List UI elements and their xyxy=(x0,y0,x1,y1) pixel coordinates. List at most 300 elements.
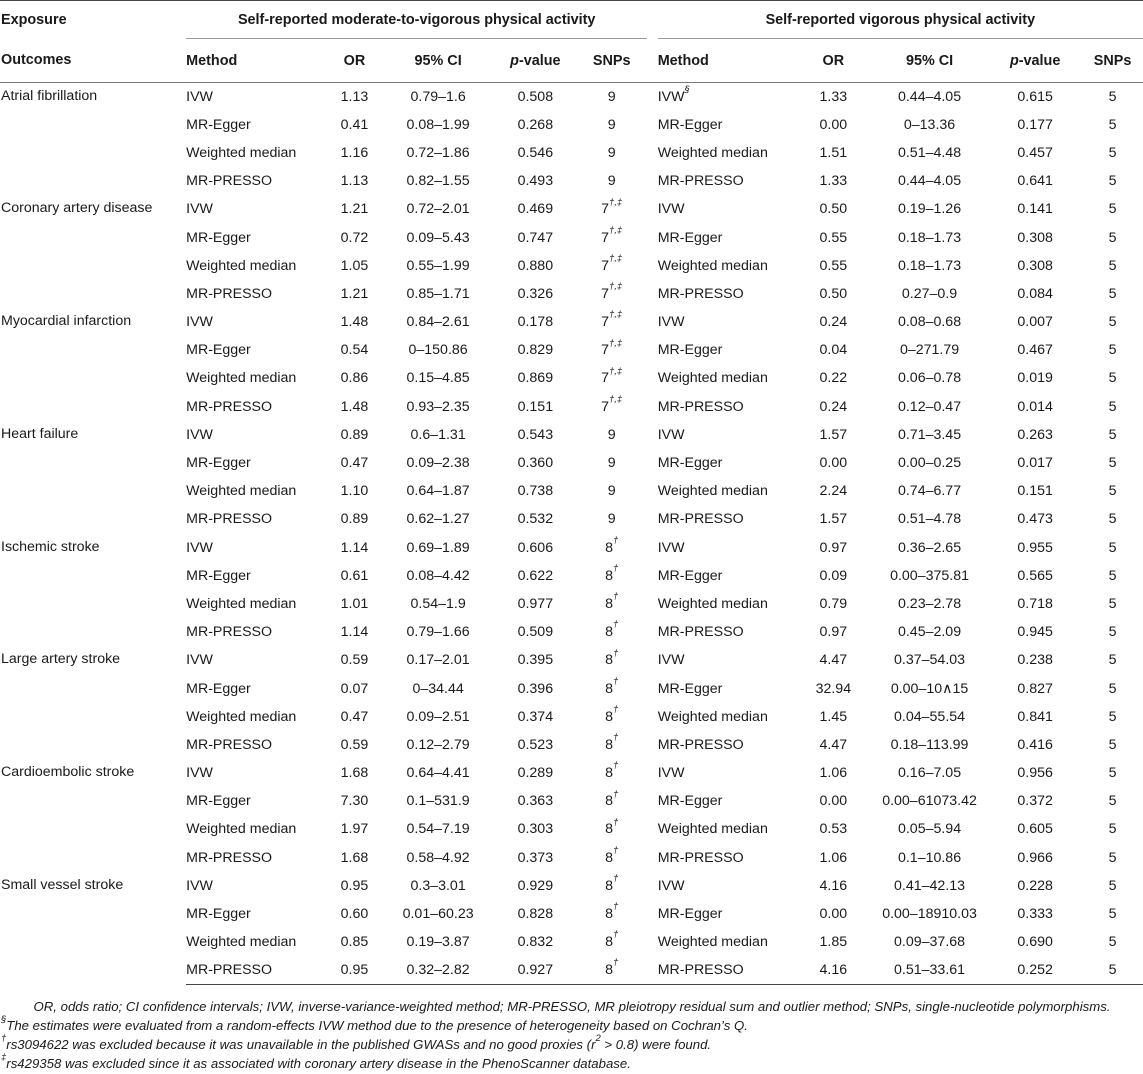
or-1-cell: 1.68 xyxy=(340,765,369,782)
outcome-label: Coronary artery disease xyxy=(1,200,153,217)
method-1-cell: Weighted median xyxy=(186,595,297,612)
pvalue-2-cell: 0.473 xyxy=(1017,511,1053,528)
pvalue-2-cell: 0.333 xyxy=(1017,906,1053,923)
group-gap xyxy=(647,195,657,223)
snps-1-cell: 8† xyxy=(605,788,619,810)
outcome-label: Cardioembolic stroke xyxy=(1,764,135,780)
or-2-cell: 0.00 xyxy=(819,793,848,810)
pvalue-2-cell: 0.151 xyxy=(1017,483,1053,500)
group-gap xyxy=(647,872,657,900)
group-gap xyxy=(647,449,657,477)
ci-1-cell: 0.6–1.31 xyxy=(410,426,466,443)
or-1-cell: 0.60 xyxy=(340,906,369,923)
method-1-cell: Weighted median xyxy=(186,821,297,838)
or-2-cell: 1.45 xyxy=(819,708,848,725)
pvalue-2-cell: 0.308 xyxy=(1017,257,1053,274)
or-2-cell: 1.57 xyxy=(819,426,848,443)
ci-1-cell: 0.85–1.71 xyxy=(406,285,470,302)
or-1-cell: 1.48 xyxy=(340,314,369,331)
or-1-cell: 1.14 xyxy=(340,539,369,556)
pvalue-2-cell: 0.228 xyxy=(1017,877,1053,894)
group-gap xyxy=(647,505,657,533)
method-2-cell: MR-Egger xyxy=(657,342,723,359)
ci-2-cell: 0.00–0.25 xyxy=(897,455,962,472)
pvalue-2-cell: 0.841 xyxy=(1017,708,1053,725)
pvalue-1-cell: 0.289 xyxy=(517,765,554,782)
or-1-cell: 0.54 xyxy=(340,342,369,359)
pvalue-1-cell: 0.268 xyxy=(517,116,554,133)
group-gap xyxy=(647,364,657,392)
snps-1-cell: 8† xyxy=(576,956,647,984)
or-2-cell: 4.16 xyxy=(796,956,871,984)
group-gap xyxy=(647,252,657,280)
snps-2-cell: 5 xyxy=(1108,624,1117,641)
footnote-abbreviations: OR, odds ratio; CI confidence intervals; IVW, inverse-variance-weighted method; MR-PRESSO, MR pleiotropy residual sum and outlier method; SNPs, single-nucleotide polymorphisms. xyxy=(33,999,1111,1014)
ci-2-cell: 0.08–0.68 xyxy=(897,314,962,331)
ci-1-cell: 0.55–1.99 xyxy=(406,257,470,274)
snps-2-cell: 5 xyxy=(1108,426,1117,443)
or-1-cell: 1.05 xyxy=(340,257,369,274)
ci-2-cell: 0–13.36 xyxy=(903,116,956,133)
ci-2-cell: 0.06–0.78 xyxy=(897,370,962,387)
group-gap xyxy=(647,815,657,843)
group-gap xyxy=(647,703,657,731)
group-gap xyxy=(647,167,657,195)
snps-2-cell: 5 xyxy=(1108,652,1117,669)
or-1-cell: 1.48 xyxy=(340,398,369,415)
snps-1-cell: 9 xyxy=(607,88,616,105)
ci-2-cell: 0.44–4.05 xyxy=(897,88,962,105)
col-or-1: OR xyxy=(343,52,366,69)
ci-2-cell: 0.00–18910.03 xyxy=(882,906,977,923)
method-1-cell: Weighted median xyxy=(186,144,297,161)
snps-2-cell: 5 xyxy=(1108,793,1117,810)
method-2-cell: Weighted median xyxy=(657,934,768,951)
footnote-mark: † xyxy=(612,703,619,715)
ci-2-cell: 0.51–4.48 xyxy=(897,144,962,161)
group-gap xyxy=(647,421,657,449)
ci-2-cell: 0.16–7.05 xyxy=(897,765,962,782)
footnotes xyxy=(0,997,1143,1073)
method-2-cell: MR-Egger xyxy=(657,793,723,810)
snps-1-cell: 7†,‡ xyxy=(601,196,623,218)
ci-1-cell: 0.72–2.01 xyxy=(406,201,470,218)
method-1-cell: IVW xyxy=(186,314,213,331)
ci-2-cell: 0.00–375.81 xyxy=(890,567,969,584)
snps-2-cell: 5 xyxy=(1108,144,1117,161)
group1-title: Self-reported moderate-to-vigorous physical activity xyxy=(186,1,647,39)
snps-1-cell: 9 xyxy=(607,511,616,528)
group-gap xyxy=(647,39,657,83)
header-row-columns xyxy=(0,39,1143,83)
footnote-mark: † xyxy=(612,732,619,744)
method-1-cell: IVW xyxy=(186,877,213,894)
or-1-cell: 1.68 xyxy=(340,849,369,866)
or-1-cell: 0.89 xyxy=(340,511,369,528)
method-2-cell: Weighted median xyxy=(657,370,768,387)
or-2-cell: 0.09 xyxy=(819,567,848,584)
ci-1-cell: 0.54–1.9 xyxy=(410,595,466,612)
snps-2-cell: 5 xyxy=(1082,956,1143,984)
method-1-cell: MR-Egger xyxy=(186,229,251,246)
or-2-cell: 1.33 xyxy=(819,173,848,190)
pvalue-1-cell: 0.977 xyxy=(517,595,554,612)
snps-1-cell: 7†,‡ xyxy=(601,365,623,387)
or-2-cell: 0.00 xyxy=(819,455,848,472)
method-2-cell: MR-Egger xyxy=(657,116,723,133)
method-1-cell: IVW xyxy=(186,765,213,782)
col-snps-1: SNPs xyxy=(592,52,631,69)
group-gap xyxy=(647,562,657,590)
ci-1-cell: 0.01–60.23 xyxy=(402,906,474,923)
or-2-cell: 0.22 xyxy=(819,370,848,387)
snps-2-cell: 5 xyxy=(1108,370,1117,387)
footnote-mark: † xyxy=(612,647,619,659)
snps-1-cell: 9 xyxy=(607,173,616,190)
or-1-cell: 1.01 xyxy=(340,595,369,612)
or-1-cell: 1.21 xyxy=(340,285,369,302)
pvalue-2-cell: 0.372 xyxy=(1017,793,1053,810)
pvalue-1-cell: 0.178 xyxy=(517,314,554,331)
snps-2-cell: 5 xyxy=(1108,314,1117,331)
ci-2-cell: 0.51–33.61 xyxy=(871,956,988,984)
pvalue-1-cell: 0.373 xyxy=(517,849,554,866)
footnote-mark: †,‡ xyxy=(609,281,623,293)
col-ci-1: 95% CI xyxy=(414,52,462,69)
or-2-cell: 4.47 xyxy=(819,652,848,669)
col-pvalue-2: p-value xyxy=(1009,52,1061,69)
or-2-cell: 0.04 xyxy=(819,342,848,359)
ci-2-cell: 0.00–61073.42 xyxy=(882,793,977,810)
group-gap xyxy=(647,928,657,956)
method-1-cell: MR-Egger xyxy=(186,342,251,359)
method-2-cell: MR-Egger xyxy=(657,229,723,246)
pvalue-2-cell: 0.641 xyxy=(1017,173,1053,190)
method-2-cell: Weighted median xyxy=(657,257,768,274)
snps-1-cell: 8† xyxy=(605,534,619,556)
table-row xyxy=(0,195,1143,223)
method-1-cell: IVW xyxy=(186,426,213,443)
pvalue-2-cell: 0.416 xyxy=(1017,736,1053,753)
col-method-2: Method xyxy=(657,52,709,69)
pvalue-1-cell: 0.363 xyxy=(517,793,554,810)
footnote-mark: † xyxy=(612,619,619,631)
pvalue-1-cell: 0.832 xyxy=(517,934,554,951)
snps-1-cell: 7†,‡ xyxy=(601,281,623,302)
or-2-cell: 0.50 xyxy=(819,285,848,302)
method-2-cell: MR-PRESSO xyxy=(657,398,744,415)
footnote-mark: † xyxy=(612,534,619,546)
or-2-cell: 4.16 xyxy=(819,877,848,894)
method-2-cell: MR-PRESSO xyxy=(657,173,744,190)
outcomes-label: Outcomes xyxy=(1,52,72,69)
table-row xyxy=(0,83,1143,111)
or-1-cell: 1.97 xyxy=(340,821,369,838)
ci-2-cell: 0.45–2.09 xyxy=(897,624,962,641)
snps-1-cell: 8† xyxy=(605,760,619,782)
snps-2-cell: 5 xyxy=(1108,934,1117,951)
outcome-label: Myocardial infarction xyxy=(1,313,132,329)
or-2-cell: 0.00 xyxy=(819,906,848,923)
snps-1-cell: 8† xyxy=(605,901,619,923)
footnote-mark: †,‡ xyxy=(609,393,623,405)
group-gap xyxy=(647,646,657,674)
snps-1-cell: 7†,‡ xyxy=(601,224,623,246)
method-1-cell: MR-PRESSO xyxy=(186,849,273,866)
or-1-cell: 0.41 xyxy=(340,116,369,133)
method-2-cell: MR-Egger xyxy=(657,680,723,697)
ci-1-cell: 0.15–4.85 xyxy=(406,370,470,387)
snps-2-cell: 5 xyxy=(1108,229,1117,246)
pvalue-2-cell: 0.019 xyxy=(1017,370,1053,387)
snps-1-cell: 9 xyxy=(607,455,616,472)
snps-2-cell: 5 xyxy=(1108,173,1117,190)
footnote-mark: † xyxy=(612,591,619,603)
or-1-cell: 0.07 xyxy=(340,680,369,697)
footnote-mark: †,‡ xyxy=(609,365,623,377)
ci-1-cell: 0.58–4.92 xyxy=(406,849,470,866)
pvalue-2-cell: 0.457 xyxy=(1017,144,1053,161)
snps-2-cell: 5 xyxy=(1108,849,1117,866)
snps-2-cell: 5 xyxy=(1108,708,1117,725)
footnote-mark: † xyxy=(612,929,619,941)
footnote-section: §The estimates were evaluated from a random-effects IVW method due to the presence of heterogeneity based on Cochran’s Q. xyxy=(1,1013,748,1033)
method-1-cell: Weighted median xyxy=(186,257,297,274)
ci-2-cell: 0.04–55.54 xyxy=(894,708,966,725)
group-gap xyxy=(647,844,657,872)
or-1-cell: 1.13 xyxy=(340,88,369,105)
method-2-cell: IVW xyxy=(657,652,685,669)
group-gap xyxy=(647,280,657,308)
method-2-cell: IVW xyxy=(657,539,685,556)
or-1-cell: 0.47 xyxy=(340,455,369,472)
or-2-cell: 0.00 xyxy=(819,116,848,133)
or-2-cell: 32.94 xyxy=(815,680,852,697)
pvalue-2-cell: 0.615 xyxy=(1017,88,1053,105)
snps-2-cell: 5 xyxy=(1108,877,1117,894)
or-1-cell: 1.13 xyxy=(340,173,369,190)
snps-2-cell: 5 xyxy=(1108,765,1117,782)
ci-1-cell: 0–34.44 xyxy=(412,680,464,697)
pvalue-2-cell: 0.017 xyxy=(1017,455,1053,472)
col-snps-2: SNPs xyxy=(1093,52,1132,69)
or-1-cell: 0.61 xyxy=(340,567,369,584)
or-2-cell: 2.24 xyxy=(819,483,848,500)
footnote-mark: †,‡ xyxy=(609,196,623,208)
group-gap xyxy=(647,956,657,984)
or-1-cell: 7.30 xyxy=(340,793,369,810)
method-1-cell: IVW xyxy=(186,539,213,556)
ci-1-cell: 0.19–3.87 xyxy=(406,934,470,951)
footnote-double-dagger: ‡rs429358 was excluded since it as associated with coronary artery disease in the PhenoScanner database. xyxy=(1,1051,631,1071)
method-1-cell: MR-Egger xyxy=(186,567,251,584)
group-gap xyxy=(647,308,657,336)
or-1-cell: 0.85 xyxy=(340,934,369,951)
col-pvalue-1: p-value xyxy=(510,52,561,69)
ci-1-cell: 0.64–4.41 xyxy=(406,765,470,782)
outcome-label: Small vessel stroke xyxy=(1,876,124,893)
group-gap xyxy=(647,83,657,111)
or-2-cell: 0.24 xyxy=(819,398,848,415)
snps-2-cell: 5 xyxy=(1108,116,1117,133)
method-2-cell: MR-PRESSO xyxy=(657,624,744,641)
footnote-mark: † xyxy=(612,901,619,913)
pvalue-2-cell: 0.827 xyxy=(1017,680,1053,697)
method-1-cell: MR-Egger xyxy=(186,793,251,810)
or-1-cell: 1.21 xyxy=(340,201,369,218)
ci-2-cell: 0.27–0.9 xyxy=(901,285,958,302)
ci-1-cell: 0.79–1.6 xyxy=(410,88,466,105)
snps-1-cell: 8† xyxy=(605,844,619,866)
pvalue-2-cell: 0.238 xyxy=(1017,652,1053,669)
snps-2-cell: 5 xyxy=(1108,567,1117,584)
or-1-cell: 0.89 xyxy=(340,426,369,443)
snps-2-cell: 5 xyxy=(1108,398,1117,415)
method-1-cell: MR-PRESSO xyxy=(186,285,273,302)
pvalue-1-cell: 0.546 xyxy=(517,144,554,161)
ci-1-cell: 0.32–2.82 xyxy=(382,956,495,984)
ci-1-cell: 0.64–1.87 xyxy=(406,483,470,500)
pvalue-1-cell: 0.360 xyxy=(517,455,554,472)
method-2-cell: MR-Egger xyxy=(657,567,723,584)
ci-2-cell: 0.74–6.77 xyxy=(897,483,962,500)
snps-1-cell: 8† xyxy=(605,619,619,641)
ci-2-cell: 0.00–10∧15 xyxy=(890,680,969,697)
pvalue-1-cell: 0.929 xyxy=(517,877,554,894)
pvalue-1-cell: 0.606 xyxy=(517,539,554,556)
pvalue-1-cell: 0.509 xyxy=(517,624,554,641)
pvalue-2-cell: 0.966 xyxy=(1017,849,1053,866)
snps-1-cell: 8† xyxy=(605,732,619,753)
pvalue-2-cell: 0.141 xyxy=(1017,201,1053,218)
or-2-cell: 4.47 xyxy=(819,736,848,753)
snps-1-cell: 8† xyxy=(605,816,619,838)
ci-2-cell: 0.12–0.47 xyxy=(897,398,962,415)
method-2-cell: Weighted median xyxy=(657,708,768,725)
group-gap xyxy=(647,590,657,618)
group-gap xyxy=(647,731,657,759)
method-1-cell: Weighted median xyxy=(186,708,297,725)
group-gap xyxy=(647,139,657,167)
exposure-label: Exposure xyxy=(1,11,67,28)
method-2-cell: MR-PRESSO xyxy=(657,511,744,528)
method-1-cell: MR-Egger xyxy=(186,680,251,697)
pvalue-1-cell: 0.532 xyxy=(517,511,554,528)
group-gap xyxy=(647,393,657,421)
group-gap xyxy=(647,759,657,787)
pvalue-2-cell: 0.718 xyxy=(1017,595,1053,612)
outcome-label: Atrial fibrillation xyxy=(1,88,98,104)
group-gap xyxy=(647,534,657,562)
pvalue-1-cell: 0.927 xyxy=(495,956,577,984)
pvalue-1-cell: 0.829 xyxy=(517,342,554,359)
col-method-1: Method xyxy=(186,52,238,69)
ci-2-cell: 0.18–1.73 xyxy=(897,229,962,246)
or-1-cell: 1.14 xyxy=(340,624,369,641)
pvalue-1-cell: 0.395 xyxy=(517,652,554,669)
ci-1-cell: 0.17–2.01 xyxy=(406,652,470,669)
snps-2-cell: 5 xyxy=(1108,680,1117,697)
footnote-mark: † xyxy=(612,675,619,687)
group-gap xyxy=(647,787,657,815)
footnote-mark: †,‡ xyxy=(609,337,623,349)
pvalue-1-cell: 0.747 xyxy=(517,229,554,246)
method-2-cell: IVW xyxy=(657,877,685,894)
method-1-cell: IVW xyxy=(186,652,213,669)
ci-2-cell: 0.51–4.78 xyxy=(897,511,962,528)
group-gap xyxy=(647,674,657,702)
or-2-cell: 1.06 xyxy=(819,849,848,866)
or-1-cell: 1.16 xyxy=(340,144,369,161)
snps-1-cell: 8† xyxy=(605,591,619,612)
col-or-2: OR xyxy=(822,52,845,69)
method-1-cell: MR-Egger xyxy=(186,116,251,133)
pvalue-2-cell: 0.252 xyxy=(988,956,1082,984)
outcome-label: Heart failure xyxy=(1,425,79,442)
snps-1-cell: 9 xyxy=(607,144,616,161)
method-1-cell: MR-Egger xyxy=(186,455,251,472)
snps-2-cell: 5 xyxy=(1108,539,1117,556)
snps-2-cell: 5 xyxy=(1108,483,1117,500)
method-2-cell: MR-PRESSO xyxy=(658,956,796,984)
footnote-mark: † xyxy=(612,816,619,828)
pvalue-1-cell: 0.523 xyxy=(517,736,554,753)
pvalue-2-cell: 0.956 xyxy=(1017,765,1053,782)
footnote-mark: †,‡ xyxy=(609,309,623,321)
pvalue-2-cell: 0.945 xyxy=(1017,624,1053,641)
snps-1-cell: 8† xyxy=(605,563,619,584)
or-2-cell: 0.97 xyxy=(819,539,848,556)
snps-2-cell: 5 xyxy=(1108,201,1117,218)
pvalue-1-cell: 0.738 xyxy=(517,483,554,500)
snps-1-cell: 7†,‡ xyxy=(601,393,623,415)
ci-2-cell: 0.71–3.45 xyxy=(897,426,962,443)
ci-1-cell: 0.09–2.38 xyxy=(406,455,470,472)
method-2-cell: IVW§ xyxy=(657,84,690,105)
ci-2-cell: 0.1–10.86 xyxy=(897,849,962,866)
or-2-cell: 1.06 xyxy=(819,765,848,782)
pvalue-1-cell: 0.622 xyxy=(517,567,554,584)
method-2-cell: MR-PRESSO xyxy=(657,285,744,302)
method-1-cell: MR-PRESSO xyxy=(186,511,273,528)
pvalue-2-cell: 0.263 xyxy=(1017,426,1053,443)
snps-1-cell: 9 xyxy=(607,426,616,443)
ci-2-cell: 0.44–4.05 xyxy=(897,173,962,190)
group-gap xyxy=(647,336,657,364)
snps-2-cell: 5 xyxy=(1108,342,1117,359)
pvalue-2-cell: 0.308 xyxy=(1017,229,1053,246)
group-gap xyxy=(647,1,657,39)
ci-2-cell: 0.05–5.94 xyxy=(897,821,962,838)
or-1-cell: 0.59 xyxy=(340,652,369,669)
or-2-cell: 1.85 xyxy=(819,934,848,951)
outcome-label: Ischemic stroke xyxy=(1,538,100,555)
or-2-cell: 1.33 xyxy=(819,88,848,105)
method-2-cell: IVW xyxy=(657,201,685,218)
footnote-mark: † xyxy=(612,957,619,969)
ci-1-cell: 0.08–4.42 xyxy=(406,567,470,584)
results-body xyxy=(0,83,1143,985)
or-2-cell: 0.55 xyxy=(819,257,848,274)
pvalue-2-cell: 0.565 xyxy=(1017,567,1053,584)
method-1-cell: Weighted median xyxy=(186,483,297,500)
pvalue-1-cell: 0.869 xyxy=(517,370,554,387)
ci-1-cell: 0.54–7.19 xyxy=(406,821,470,838)
or-1-cell: 0.86 xyxy=(340,370,369,387)
ci-2-cell: 0–271.79 xyxy=(899,342,960,359)
group-gap xyxy=(647,477,657,505)
snps-1-cell: 7†,‡ xyxy=(601,337,623,359)
